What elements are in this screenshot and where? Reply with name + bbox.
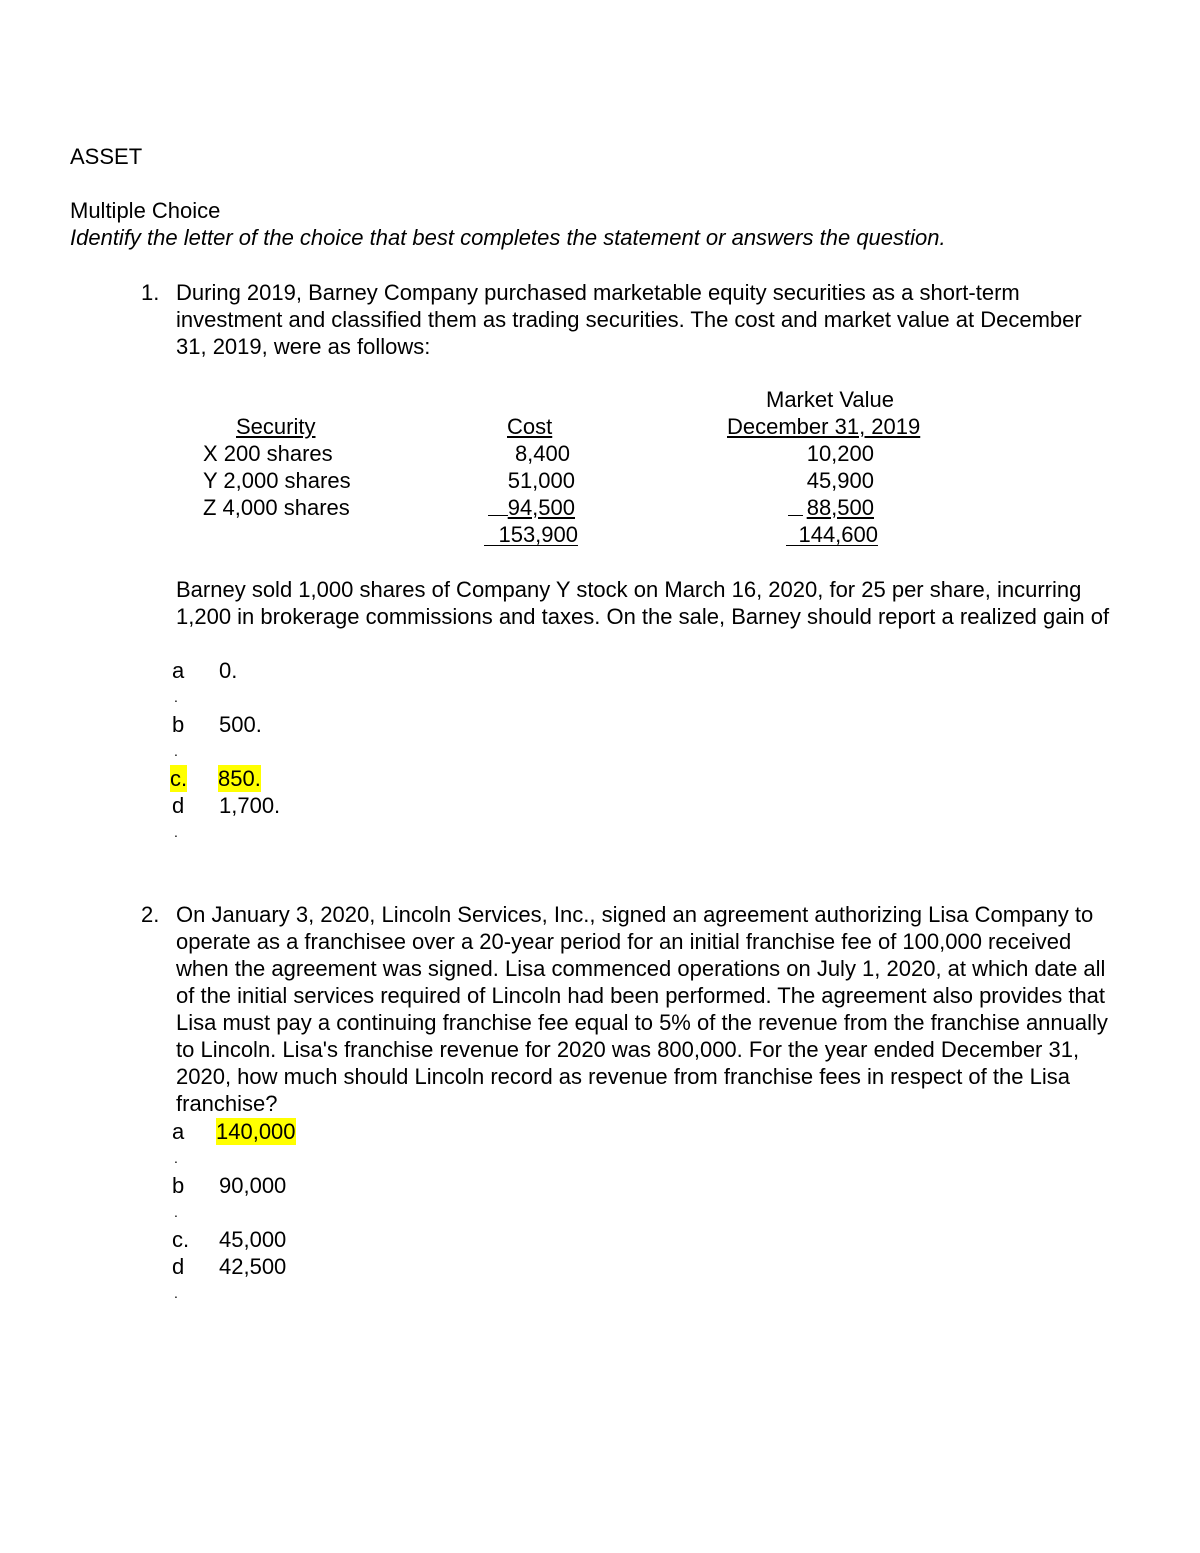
choice-dot: . [174,1204,178,1220]
choice-dot: . [174,689,178,705]
question-1-followup: Barney sold 1,000 shares of Company Y stock on March 16, 2020, for 25 per share, incurring 1,200 in brokerage commissions and taxes. On the sale, Barney should report a realized gain of [176,577,1110,629]
choice-value: 500. [219,712,262,737]
choice-letter: a [172,1119,185,1144]
cost-cell: 8,400 [514,441,570,466]
cost-underline-extension [488,515,508,516]
market-value-date-header: December 31, 2019 [727,414,921,439]
document-heading: ASSET [70,144,143,169]
question-2-number: 2. [141,902,160,927]
total-market-underline [786,545,878,546]
choice-value: 45,000 [219,1227,287,1252]
security-cell: Y 2,000 shares [203,468,351,493]
question-1-text: During 2019, Barney Company purchased marketable equity securities as a short-term investment and classified them as trading securities. The cost and market value at December 31, 2019, were as follows: [176,280,1082,359]
market-underline-extension [788,515,803,516]
choice-letter: b [172,712,185,737]
question-1-number: 1. [141,280,160,305]
choice-value: 0. [219,658,238,683]
choice-letter: b [172,1173,185,1198]
choice-dot: . [174,1150,178,1166]
instructions: Identify the letter of the choice that best completes the statement or answers the question. [70,225,946,250]
total-market: 144,600 [798,522,878,547]
choice-dot: . [174,824,178,840]
cost-column-header: Cost [507,414,553,439]
choice-value-highlighted: 850. [218,766,261,791]
choice-letter-highlighted: c. [170,766,188,791]
choice-dot: . [174,743,178,759]
choice-letter: d [172,1254,185,1279]
security-cell: Z 4,000 shares [203,495,350,520]
total-cost-underline [484,545,578,546]
choice-value: 90,000 [219,1173,287,1198]
security-cell: X 200 shares [203,441,333,466]
choice-letter: d [172,793,185,818]
choice-value: 1,700. [219,793,281,818]
market-cell: 45,900 [806,468,874,493]
market-cell: 10,200 [806,441,874,466]
section-title: Multiple Choice [70,198,221,223]
market-value-header-line1: Market Value [766,387,894,412]
cost-cell: 94,500 [507,495,575,520]
question-2-text: On January 3, 2020, Lincoln Services, Inc., signed an agreement authorizing Lisa Company to operate as a franchisee over a 20-year period for an initial franchise fee of 100,000 received when the agreement was signed. Lisa commenced operations on July 1, 2020, at which date all of the initial services required of Lincoln had been performed. The agreement also provides that Lisa must pay a continuing franchise fee equal to 5% of the revenue from the franchise annually to Lincoln. Lisa's franchise revenue for 2020 was 800,000. For the year ended December 31, 2020, how much should Lincoln record as revenue from franchise fees in respect of the Lisa franchise? [176,902,1108,1116]
choice-letter: a [172,658,185,683]
cost-cell: 51,000 [507,468,575,493]
total-cost: 153,900 [498,522,578,547]
choice-dot: . [174,1285,178,1301]
choice-value: 42,500 [219,1254,287,1279]
choice-letter: c. [172,1227,190,1252]
security-column-header: Security [236,414,316,439]
market-cell: 88,500 [806,495,874,520]
choice-value-highlighted: 140,000 [216,1119,296,1144]
